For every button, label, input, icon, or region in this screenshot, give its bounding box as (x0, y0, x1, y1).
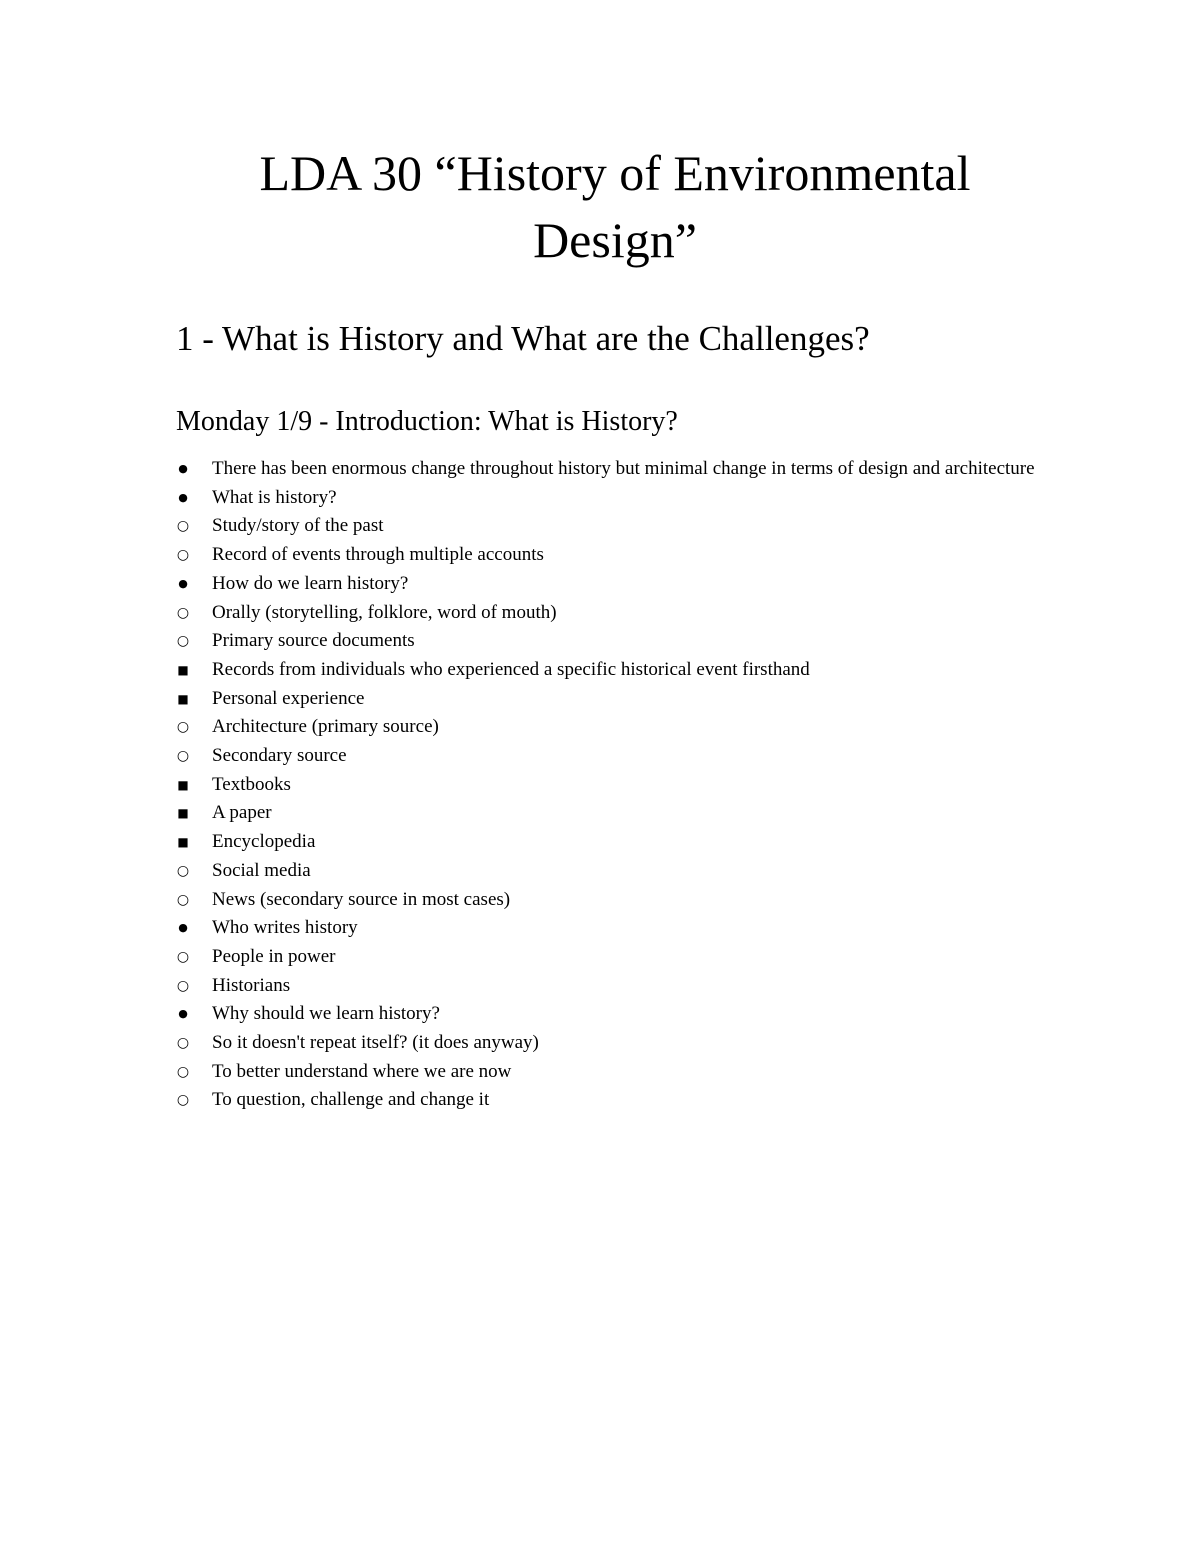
list-item (176, 857, 1062, 886)
filled-circle-bullet-icon: ● (178, 576, 188, 590)
list-item (176, 484, 1062, 570)
note-text: Why should we learn history? (212, 1003, 440, 1025)
list-item (176, 541, 1062, 570)
note-text: To better understand where we are now (212, 1060, 512, 1082)
note-text: Social media (212, 859, 311, 881)
filled-square-bullet-icon: ■ (177, 691, 189, 706)
list-item (177, 828, 1062, 857)
list-item (176, 570, 1062, 914)
note-text: News (secondary source in most cases) (212, 888, 511, 910)
note-text: Personal experience (212, 687, 365, 709)
note-text: People in power (212, 945, 336, 967)
hollow-circle-bullet-icon: ○ (176, 1063, 190, 1080)
note-text: A paper (212, 802, 272, 824)
note-text: What is history? (212, 486, 337, 508)
note-text: Study/story of the past (212, 515, 384, 537)
list-item (176, 943, 1062, 972)
hollow-circle-bullet-icon: ○ (176, 518, 190, 535)
lecture-heading: Monday 1/9 - Introduction: What is History? (176, 406, 678, 437)
hollow-circle-bullet-icon: ○ (176, 1035, 190, 1052)
hollow-circle-bullet-icon: ○ (176, 547, 190, 564)
sub-list (177, 656, 1062, 713)
list-item (176, 1086, 1062, 1115)
list-item (177, 799, 1062, 828)
list-item (176, 713, 1062, 742)
hollow-circle-bullet-icon: ○ (176, 948, 190, 965)
filled-circle-bullet-icon: ● (178, 462, 188, 475)
list-item (176, 914, 1062, 1000)
document-title-line-1: LDA 30 “History of Environmental (259, 145, 971, 201)
list-item (176, 512, 1062, 541)
list-item (176, 627, 1062, 713)
list-item (176, 886, 1062, 915)
note-text: Textbooks (212, 773, 291, 795)
note-text: Records from individuals who experienced a specific historical event firsthand (212, 658, 810, 680)
filled-circle-bullet-icon: ● (178, 1007, 188, 1021)
note-text: Encyclopedia (212, 831, 316, 853)
filled-square-bullet-icon: ■ (177, 806, 189, 821)
note-text: Record of events through multiple accounts (212, 544, 544, 566)
note-text: Primary source documents (212, 630, 415, 652)
note-text: To question, challenge and change it (212, 1089, 490, 1111)
hollow-circle-bullet-icon: ○ (176, 633, 190, 650)
hollow-circle-bullet-icon: ○ (176, 604, 190, 621)
note-text: Architecture (primary source) (212, 716, 439, 738)
note-text: So it doesn't repeat itself? (it does anyway) (212, 1032, 539, 1054)
hollow-circle-bullet-icon: ○ (176, 891, 190, 908)
sub-list (176, 943, 1062, 1000)
list-item (176, 742, 1062, 857)
list-item (176, 1058, 1062, 1087)
sub-list (177, 771, 1062, 857)
hollow-circle-bullet-icon: ○ (176, 719, 190, 736)
document-title-line-2: Design” (533, 212, 697, 268)
list-item (176, 1000, 1062, 1115)
list-item (178, 455, 1062, 484)
note-text: How do we learn history? (212, 572, 409, 594)
hollow-circle-bullet-icon: ○ (176, 748, 190, 765)
list-item (177, 771, 1062, 800)
list-item (176, 972, 1062, 1001)
hollow-circle-bullet-icon: ○ (176, 1092, 190, 1109)
note-text: Who writes history (212, 917, 358, 939)
note-text: Orally (storytelling, folklore, word of mouth) (212, 601, 557, 623)
filled-square-bullet-icon: ■ (177, 777, 189, 792)
list-item (177, 685, 1062, 714)
section-heading: 1 - What is History and What are the Challenges? (176, 319, 870, 358)
hollow-circle-bullet-icon: ○ (176, 862, 190, 879)
note-text: Secondary source (212, 745, 347, 767)
document-title (150, 140, 1080, 274)
list-item (176, 1029, 1062, 1058)
filled-circle-bullet-icon: ● (178, 490, 188, 504)
hollow-circle-bullet-icon: ○ (176, 977, 190, 994)
list-item (177, 656, 1062, 685)
sub-list (176, 1029, 1062, 1115)
filled-square-bullet-icon: ■ (177, 835, 189, 850)
filled-square-bullet-icon: ■ (177, 662, 189, 677)
list-item (176, 599, 1062, 628)
sub-list (176, 599, 1062, 915)
sub-list (176, 512, 1062, 569)
filled-circle-bullet-icon: ● (178, 921, 188, 935)
note-text: Historians (212, 974, 291, 996)
note-text: There has been enormous change throughout history but minimal change in terms of design and architecture (212, 458, 1035, 479)
lecture-notes-list (176, 455, 1062, 1115)
